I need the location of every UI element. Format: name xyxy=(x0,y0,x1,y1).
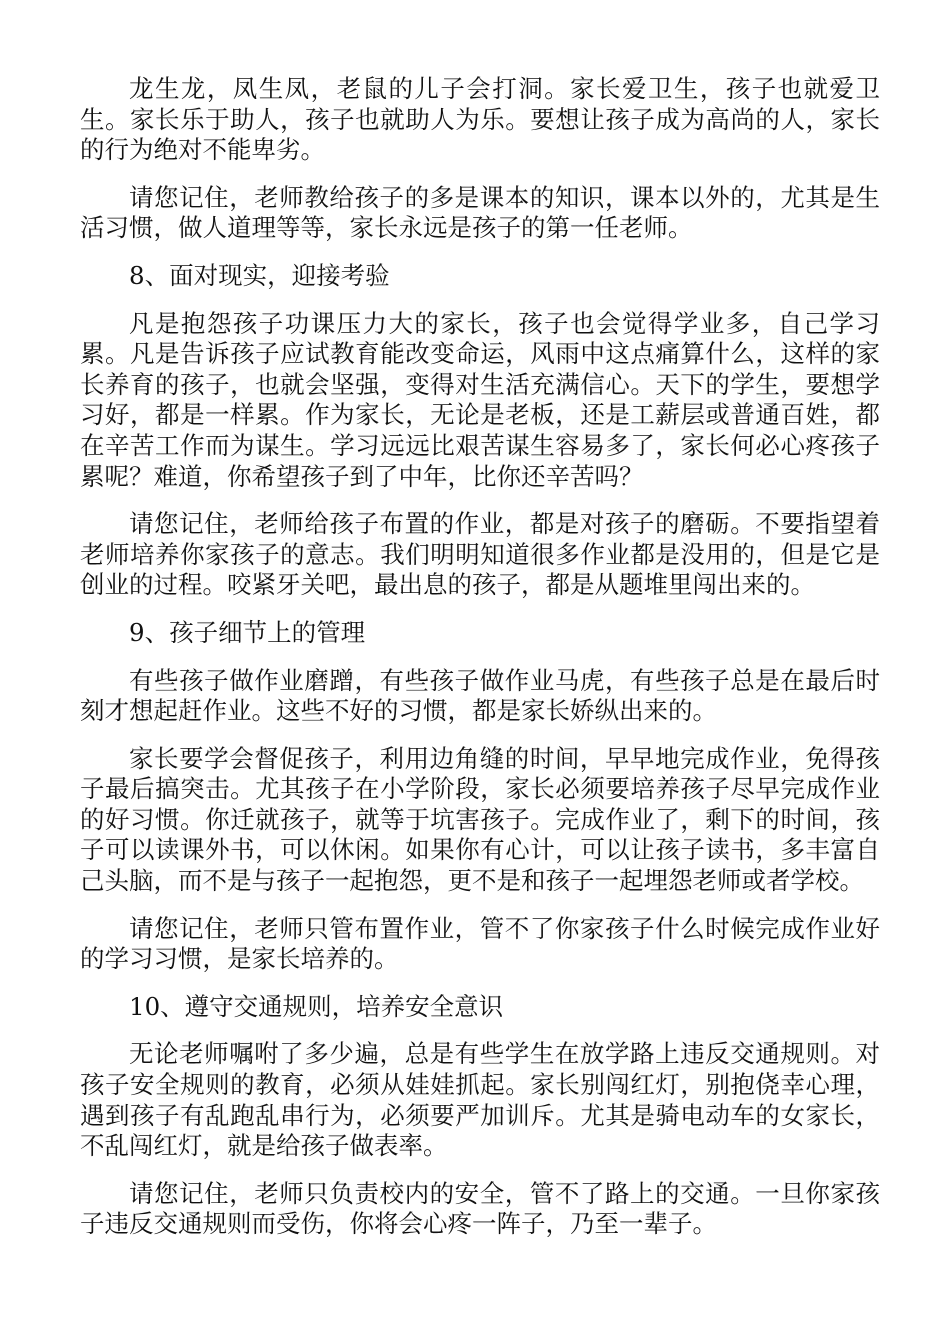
document-page xyxy=(80,74,880,1257)
paragraph-4: 请您记住，老师给孩子布置的作业，都是对孩子的磨砺。不要指望着老师培养你家孩子的意志。我们明明知道很多作业都是没用的，但是它是创业的过程。咬紧牙关吧，最出息的孩子，都是从题堆里闯出来的。 xyxy=(80,509,880,600)
paragraph-7: 请您记住，老师只管布置作业，管不了你家孩子什么时候完成作业好的学习习惯，是家长培养的。 xyxy=(80,913,880,974)
paragraph-3: 凡是抱怨孩子功课压力大的家长，孩子也会觉得学业多，自己学习累。凡是告诉孩子应试教育能改变命运，风雨中这点痛算什么，这样的家长养育的孩子，也就会坚强，变得对生活充满信心。天下的学生，要想学习好，都是一样累。作为家长，无论是老板，还是工薪层或普通百姓，都在辛苦工作而为谋生。学习远远比艰苦谋生容易多了，家长何必心疼孩子累呢？难道，你希望孩子到了中年，比你还辛苦吗？ xyxy=(80,308,880,491)
section-heading-10: 10、遵守交通规则，培养安全意识 xyxy=(129,991,504,1021)
paragraph-1: 龙生龙，凤生凤，老鼠的儿子会打洞。家长爱卫生，孩子也就爱卫生。家长乐于助人，孩子也就助人为乐。要想让孩子成为高尚的人，家长的行为绝对不能卑劣。 xyxy=(80,74,880,165)
paragraph-6: 家长要学会督促孩子，利用边角缝的时间，早早地完成作业，免得孩子最后搞突击。尤其孩子在小学阶段，家长必须要培养孩子尽早完成作业的好习惯。你迁就孩子，就等于坑害孩子。完成作业了，剩下的时间，孩子可以读课外书，可以休闲。如果你有心计，可以让孩子读书，多丰富自己头脑，而不是与孩子一起抱怨，更不是和孩子一起埋怨老师或者学校。 xyxy=(80,743,880,896)
paragraph-5: 有些孩子做作业磨蹭，有些孩子做作业马虎，有些孩子总是在最后时刻才想起赶作业。这些不好的习惯，都是家长娇纵出来的。 xyxy=(80,665,880,726)
paragraph-8: 无论老师嘱咐了多少遍，总是有些学生在放学路上违反交通规则。对孩子安全规则的教育，必须从娃娃抓起。家长别闯红灯，别抱侥幸心理，遇到孩子有乱跑乱串行为，必须要严加训斥。尤其是骑电动车的女家长，不乱闯红灯，就是给孩子做表率。 xyxy=(80,1039,880,1161)
paragraph-2: 请您记住，老师教给孩子的多是课本的知识，课本以外的，尤其是生活习惯，做人道理等等，家长永远是孩子的第一任老师。 xyxy=(80,182,880,243)
section-heading-9: 9、孩子细节上的管理 xyxy=(129,617,366,647)
section-heading-8: 8、面对现实，迎接考验 xyxy=(129,260,390,290)
paragraph-9: 请您记住，老师只负责校内的安全，管不了路上的交通。一旦你家孩子违反交通规则而受伤，你将会心疼一阵子，乃至一辈子。 xyxy=(80,1178,880,1239)
